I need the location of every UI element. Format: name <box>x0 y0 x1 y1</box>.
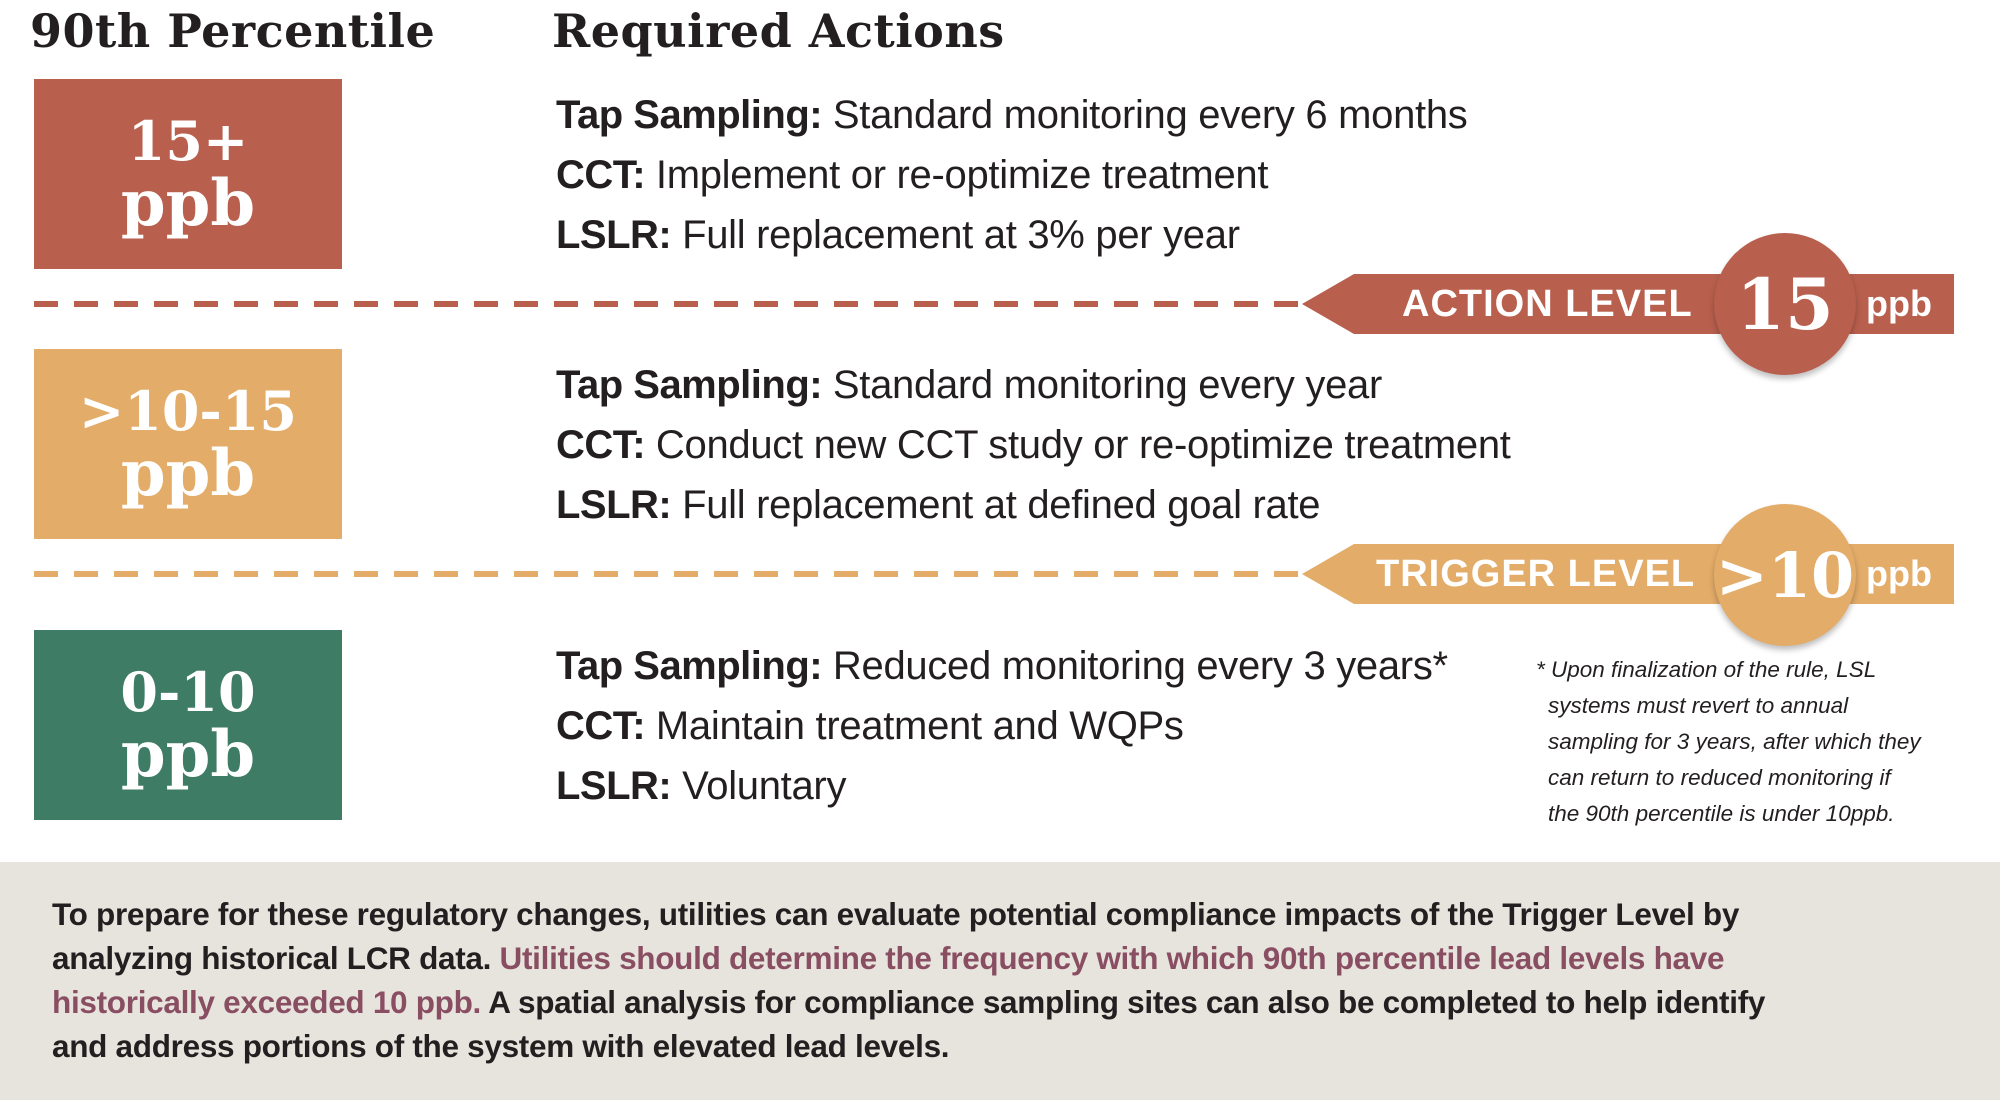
tier-unit: ppb <box>120 436 256 511</box>
action-level-divider <box>34 300 1324 308</box>
actions-column-header: Required Actions <box>552 4 1005 58</box>
tier-range: >10-15 <box>79 379 297 443</box>
action-text: Implement or re-optimize treatment <box>645 153 1269 197</box>
summary-line-2 <box>52 936 1724 980</box>
action-text: Full replacement at 3% per year <box>671 213 1240 257</box>
percentile-column-header: 90th Percentile <box>30 4 436 58</box>
action-text: Full replacement at defined goal rate <box>671 483 1321 527</box>
summary-text: A spatial analysis for compliance sampling sites can also be completed to help identify <box>480 984 1766 1020</box>
action-lslr <box>556 756 1448 816</box>
action-key: Tap Sampling: <box>556 363 823 407</box>
actions-list-low <box>556 636 1448 816</box>
action-lslr <box>556 205 1468 265</box>
actions-list-medium <box>556 355 1511 535</box>
action-text: Reduced monitoring every 3 years* <box>822 644 1448 688</box>
action-key: LSLR: <box>556 483 672 527</box>
action-key: CCT: <box>556 153 646 197</box>
action-level-label: ACTION LEVEL <box>1402 283 1693 325</box>
action-key: CCT: <box>556 423 646 467</box>
summary-line-3 <box>52 980 1765 1024</box>
footnote-line: can return to reduced monitoring if <box>1548 765 1891 790</box>
action-tap-sampling <box>556 636 1448 696</box>
tier-box-medium <box>34 349 342 539</box>
action-level-value: 15 <box>1736 262 1834 346</box>
trigger-level-value-badge <box>1714 504 1856 646</box>
action-key: LSLR: <box>556 764 672 808</box>
footnote-line: the 90th percentile is under 10ppb. <box>1548 801 1895 826</box>
tier-unit: ppb <box>120 166 256 241</box>
action-tap-sampling <box>556 355 1511 415</box>
tier-unit: ppb <box>120 717 256 792</box>
action-level-unit: ppb <box>1866 283 1932 324</box>
trigger-level-value: >10 <box>1715 538 1855 612</box>
action-text: Standard monitoring every year <box>822 363 1382 407</box>
summary-line-1: To prepare for these regulatory changes, utilities can evaluate potential compliance impacts of the Trigger Level by <box>52 896 1740 932</box>
tier-box-low <box>34 630 342 820</box>
action-lslr <box>556 475 1511 535</box>
trigger-level-divider <box>34 570 1324 578</box>
action-text: Standard monitoring every 6 months <box>822 93 1468 137</box>
tier-range: 0-10 <box>120 660 256 724</box>
summary-text: analyzing historical LCR data. <box>52 940 500 976</box>
action-text: Conduct new CCT study or re-optimize treatment <box>645 423 1511 467</box>
footnote-line: systems must revert to annual <box>1548 693 1849 718</box>
action-key: Tap Sampling: <box>556 93 823 137</box>
summary-panel <box>0 862 2000 1100</box>
footnote-line: * Upon finalization of the rule, LSL <box>1536 657 1877 682</box>
trigger-level-unit: ppb <box>1866 553 1932 594</box>
summary-highlight: Utilities should determine the frequency with which 90th percentile lead levels have <box>499 940 1725 976</box>
action-key: Tap Sampling: <box>556 644 823 688</box>
action-tap-sampling <box>556 85 1468 145</box>
trigger-level-label: TRIGGER LEVEL <box>1376 553 1696 595</box>
actions-list-high <box>556 85 1468 265</box>
footnote-line: sampling for 3 years, after which they <box>1548 729 1921 754</box>
action-text: Maintain treatment and WQPs <box>645 704 1184 748</box>
action-level-value-badge <box>1714 233 1856 375</box>
action-cct <box>556 415 1511 475</box>
tier-box-high <box>34 79 342 269</box>
action-cct <box>556 696 1448 756</box>
summary-line-4: and address portions of the system with elevated lead levels. <box>52 1028 950 1064</box>
action-text: Voluntary <box>671 764 847 808</box>
summary-highlight: historically exceeded 10 ppb. <box>52 984 481 1020</box>
action-key: LSLR: <box>556 213 672 257</box>
action-cct <box>556 145 1468 205</box>
tier-range: 15+ <box>127 109 249 173</box>
footnote <box>1536 652 1921 832</box>
action-key: CCT: <box>556 704 646 748</box>
